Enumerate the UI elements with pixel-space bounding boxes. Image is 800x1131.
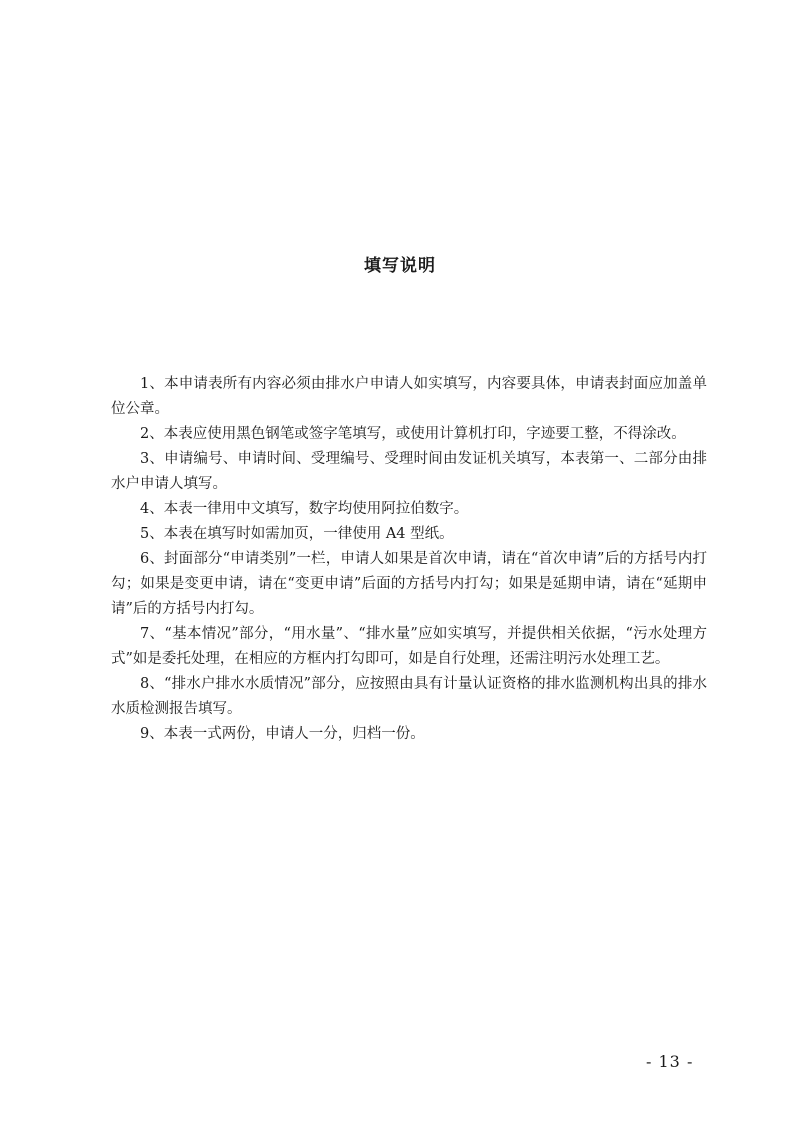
instructions-body <box>111 372 707 747</box>
instruction-paragraph-2: 2、本表应使用黑色钢笔或签字笔填写，或使用计算机打印，字迹要工整，不得涂改。 <box>140 426 686 442</box>
instruction-paragraph-7: 7、“基本情况”部分，“用水量”、“排水量”应如实填写，并提供相关依据，“污水处理方式”如是委托处理，在相应的方框内打勾即可，如是自行处理，还需注明污水处理工艺。 <box>111 626 707 667</box>
instruction-paragraph-3: 3、申请编号、申请时间、受理编号、受理时间由发证机关填写，本表第一、二部分由排水户申请人填写。 <box>111 451 707 492</box>
instruction-paragraph-5: 5、本表在填写时如需加页，一律使用 A4 型纸。 <box>140 526 454 542</box>
instruction-paragraph-8: 8、“排水户排水水质情况”部分，应按照由具有计量认证资格的排水监测机构出具的排水水质检测报告填写。 <box>111 676 707 717</box>
instruction-paragraph-4: 4、本表一律用中文填写，数字均使用阿拉伯数字。 <box>140 501 469 517</box>
page-number: - 13 - <box>646 1052 694 1071</box>
page-title: 填写说明 <box>364 256 436 276</box>
instruction-paragraph-6: 6、封面部分“申请类别”一栏，申请人如果是首次申请，请在“首次申请”后的方括号内打勾；如果是变更申请，请在“变更申请”后面的方括号内打勾；如果是延期申请，请在“延期申请”后的方括号内打勾。 <box>111 551 707 617</box>
instruction-paragraph-9: 9、本表一式两份，申请人一分，归档一份。 <box>140 726 425 742</box>
instruction-paragraph-1: 1、本申请表所有内容必须由排水户申请人如实填写，内容要具体，申请表封面应加盖单位公章。 <box>111 376 707 417</box>
